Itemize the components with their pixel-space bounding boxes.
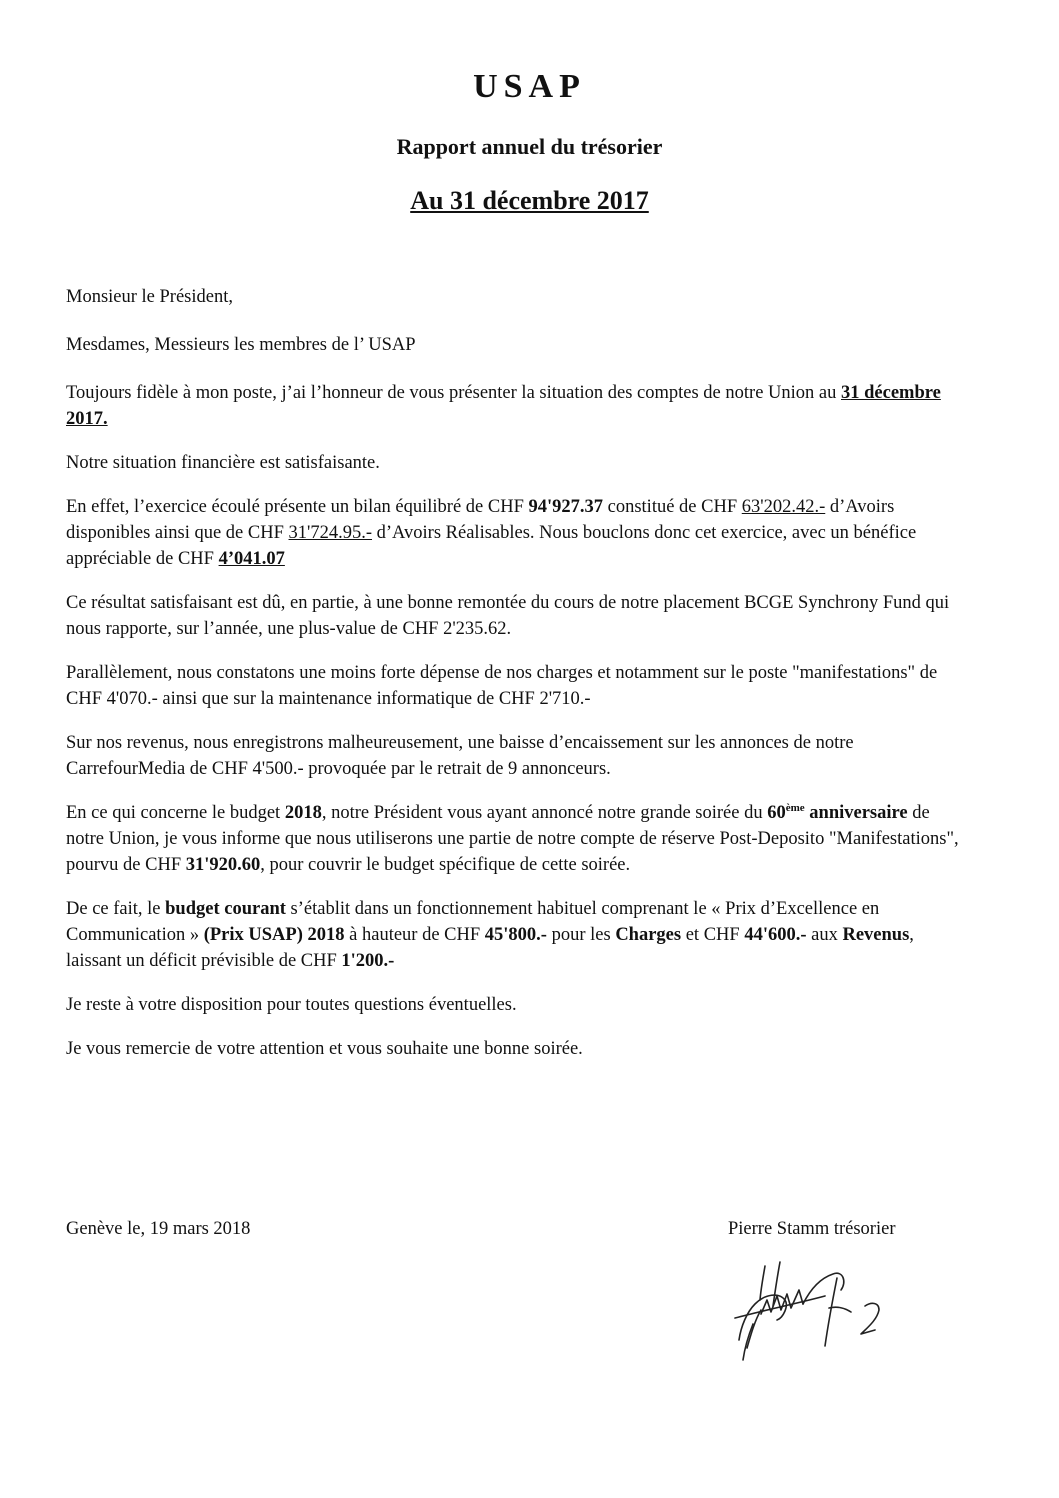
place-and-date: Genève le, 19 mars 2018 <box>66 1219 251 1239</box>
courant-text-g: , laissant un déficit prévisible de CHF <box>66 925 914 971</box>
paragraph-budget-2018 <box>66 800 966 878</box>
balance-text-b: constitué de CHF <box>603 497 742 517</box>
charges-label: Charges <box>615 925 682 945</box>
intro-date: 31 décembre 2017. <box>66 383 941 429</box>
signatory-name: Pierre Stamm trésorier <box>728 1219 896 1239</box>
budget-text-c: de notre Union, je vous informe que nous utiliserons une partie de notre compte de réserve Post-Deposito "Manifestations", pourvu de CHF <box>66 803 959 875</box>
anniversary-suffix: ème <box>785 802 805 814</box>
budget-text-b: , notre Président vous ayant annoncé notre grande soirée du <box>321 803 768 823</box>
paragraph-intro <box>66 380 966 432</box>
report-date-title: Au 31 décembre 2017 <box>410 186 649 215</box>
paragraph-revenus: Sur nos revenus, nous enregistrons malheureusement, une baisse d’encaissement sur les annonces de notre CarrefourMedia de CHF 4'500.- provoquée par le retrait de 9 annonceurs. <box>66 733 854 779</box>
paragraph-situation: Notre situation financière est satisfaisante. <box>66 453 380 473</box>
paragraph-disposition: Je reste à votre disposition pour toutes questions éventuelles. <box>66 995 517 1015</box>
signature-icon <box>725 1248 895 1368</box>
budget-courant-label: budget courant <box>165 899 286 919</box>
anniversary-word: anniversaire <box>804 803 908 823</box>
balance-text-c: d’Avoirs disponibles ainsi que de CHF <box>66 497 895 543</box>
report-subtitle: Rapport annuel du trésorier <box>396 134 663 159</box>
salutation-members: Mesdames, Messieurs les membres de l’ USAP <box>66 335 416 355</box>
avoirs-disponibles-amount: 63'202.42.- <box>741 497 826 517</box>
anniversary-number: 60 <box>767 803 786 823</box>
paragraph-charges: Parallèlement, nous constatons une moins forte dépense de nos charges et notamment sur le poste "manifestations" de CHF 4'070.- ainsi que sur la maintenance informatique de CHF 2'710.- <box>66 663 938 709</box>
paragraph-placement: Ce résultat satisfaisant est dû, en partie, à une bonne remontée du cours de notre placement BCGE Synchrony Fund qui nous rapporte, sur l’année, une plus-value de CHF 2'235.62. <box>66 593 950 639</box>
paragraph-closing: Je vous remercie de votre attention et vous souhaite une bonne soirée. <box>66 1039 583 1059</box>
courant-text-e: et CHF <box>681 925 745 945</box>
courant-text-b: s’établit dans un fonctionnement habituel comprenant le « Prix d’Excellence en Communication » <box>66 899 880 945</box>
courant-text-f: aux <box>806 925 843 945</box>
organization-title: USAP <box>473 68 586 105</box>
deficit-amount: 1'200.- <box>341 951 395 971</box>
budget-year: 2018 <box>284 803 322 823</box>
letter-body <box>66 284 966 1080</box>
courant-text-d: pour les <box>546 925 616 945</box>
revenus-amount: 44'600.- <box>744 925 807 945</box>
prix-usap-label: (Prix USAP) 2018 <box>203 925 345 945</box>
courant-text-c: à hauteur de CHF <box>344 925 485 945</box>
budget-text-a: En ce qui concerne le budget <box>66 803 285 823</box>
intro-text: Toujours fidèle à mon poste, j’ai l’honneur de vous présenter la situation des comptes de notre Union au <box>66 383 841 403</box>
paragraph-budget-courant <box>66 896 966 974</box>
benefice-amount: 4’041.07 <box>218 549 285 569</box>
budget-text-d: , pour couvrir le budget spécifique de cette soirée. <box>260 855 631 875</box>
handwritten-signature <box>725 1248 895 1368</box>
reserve-amount: 31'920.60 <box>185 855 261 875</box>
avoirs-realisables-amount: 31'724.95.- <box>288 523 373 543</box>
balance-text-d: d’Avoirs Réalisables. Nous bouclons donc cet exercice, avec un bénéfice appréciable de CHF <box>66 523 917 569</box>
revenus-label: Revenus <box>842 925 910 945</box>
courant-text-a: De ce fait, le <box>66 899 166 919</box>
balance-text-a: En effet, l’exercice écoulé présente un bilan équilibré de CHF <box>66 497 529 517</box>
salutation-president: Monsieur le Président, <box>66 287 233 307</box>
paragraph-balance <box>66 494 966 572</box>
balance-total: 94'927.37 <box>528 497 603 517</box>
charges-amount: 45'800.- <box>484 925 547 945</box>
